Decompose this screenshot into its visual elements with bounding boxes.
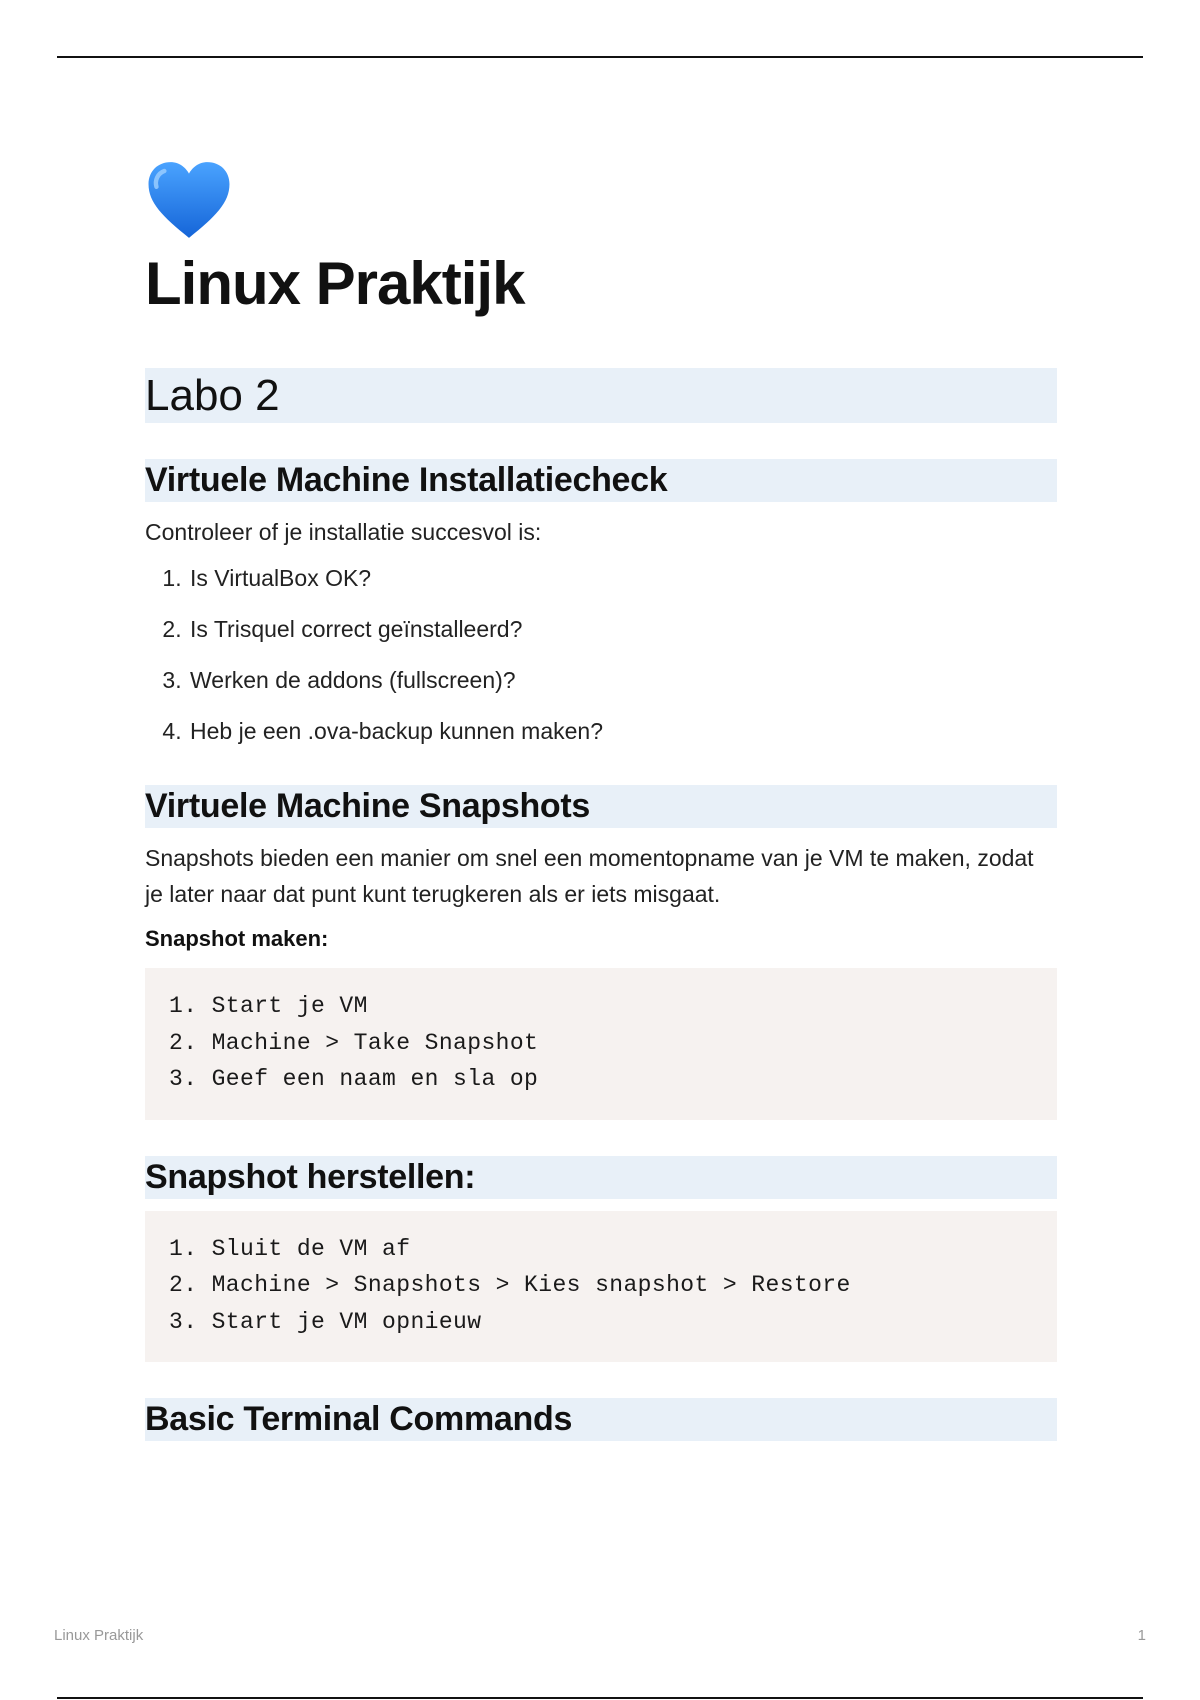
section-heading-labo: Labo 2 bbox=[145, 368, 1057, 423]
installcheck-list bbox=[145, 560, 1057, 749]
section-heading-restore: Snapshot herstellen: bbox=[145, 1156, 1057, 1199]
code-line: 3. Geef een naam en sla op bbox=[169, 1066, 539, 1092]
footer-title: Linux Praktijk bbox=[54, 1627, 144, 1644]
section-heading-installcheck: Virtuele Machine Installatiecheck bbox=[145, 459, 1057, 502]
top-rule bbox=[57, 56, 1143, 58]
snapshot-restore-code bbox=[145, 1211, 1057, 1363]
blue-heart-icon bbox=[145, 158, 233, 242]
list-item: 3. Werken de addons (fullscreen)? bbox=[188, 662, 1057, 698]
page-title: Linux Praktijk bbox=[145, 250, 525, 317]
section-heading-terminal: Basic Terminal Commands bbox=[145, 1398, 1057, 1441]
section-heading-snapshots: Virtuele Machine Snapshots bbox=[145, 785, 1057, 828]
footer-page-number: 1 bbox=[1137, 1627, 1146, 1644]
snapshot-make-code bbox=[145, 968, 1057, 1120]
code-line: 1. Sluit de VM af bbox=[169, 1235, 411, 1262]
installcheck-intro: Controleer of je installatie succesvol is: bbox=[145, 519, 542, 545]
code-line: 1. Start je VM bbox=[169, 993, 368, 1019]
list-item: 1. Is VirtualBox OK? bbox=[188, 560, 1057, 596]
code-line: 3. Start je VM opnieuw bbox=[169, 1308, 482, 1335]
list-item: 2. Is Trisquel correct geïnstalleerd? bbox=[188, 611, 1057, 647]
snapshot-make-label: Snapshot maken: bbox=[145, 926, 329, 951]
code-line: 2. Machine > Take Snapshot bbox=[169, 1029, 539, 1056]
bottom-rule bbox=[57, 1697, 1143, 1699]
snapshots-intro: Snapshots bieden een manier om snel een momentopname van je VM te maken, zodat je later naar dat punt kunt terugkeren als er iets misgaat. bbox=[145, 845, 1034, 907]
list-item: 4. Heb je een .ova-backup kunnen maken? bbox=[188, 713, 1057, 749]
document-body bbox=[145, 158, 1057, 1441]
code-line: 2. Machine > Snapshots > Kies snapshot > Restore bbox=[169, 1272, 851, 1298]
